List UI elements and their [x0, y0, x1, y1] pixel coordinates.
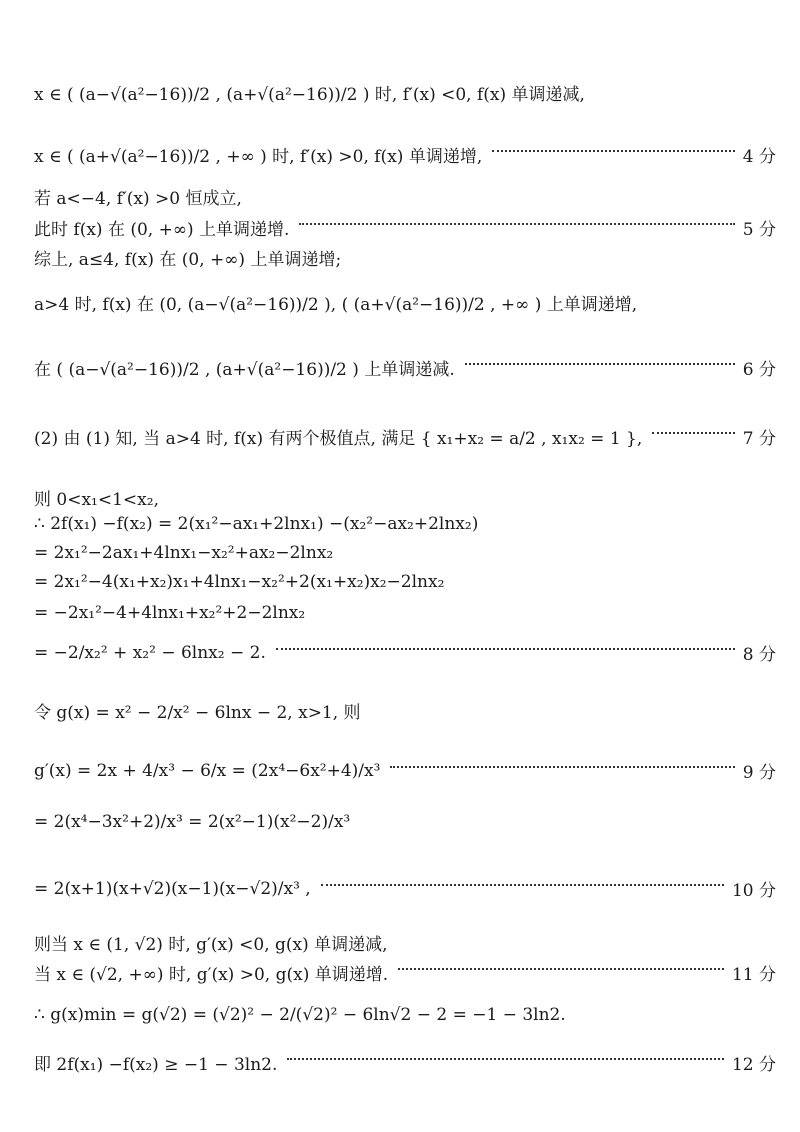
solution-line	[34, 758, 776, 783]
line-text: = 2(x⁴−3x²+2)/x³ = 2(x²−1)(x²−2)/x³	[34, 812, 351, 832]
line-text: 当 x ∈ (√2, +∞) 时, g′(x) >0, g(x) 单调递增.	[34, 965, 389, 985]
score-label: 5 分	[742, 220, 776, 240]
score-label: 9 分	[742, 763, 776, 783]
line-text: g′(x) = 2x + 4/x³ − 6/x = (2x⁴−6x²+4)/x³	[34, 760, 381, 781]
solution-line	[34, 572, 776, 592]
line-text: 令 g(x) = x² − 2/x² − 6lnx − 2, x>1, 则	[34, 703, 361, 723]
solution-line	[34, 80, 776, 105]
solution-line	[34, 698, 776, 723]
leader-dots	[299, 223, 734, 225]
line-text: x ∈ ( (a−√(a²−16))/2 , (a+√(a²−16))/2 ) 时, f′(x) <0, f(x) 单调递减,	[34, 85, 585, 105]
solution-line	[34, 640, 776, 665]
line-text: (2) 由 (1) 知, 当 a>4 时, f(x) 有两个极值点, 满足 { x₁+x₂ = a/2 , x₁x₂ = 1 },	[34, 429, 643, 449]
score-label: 12 分	[731, 1055, 776, 1075]
solution-line	[34, 215, 776, 240]
solution-line	[34, 424, 776, 449]
line-text: x ∈ ( (a+√(a²−16))/2 , +∞ ) 时, f′(x) >0, f(x) 单调递增,	[34, 147, 483, 167]
score-label: 8 分	[742, 645, 776, 665]
line-text: 综上, a≤4, f(x) 在 (0, +∞) 上单调递增;	[34, 250, 342, 270]
solution-line	[34, 184, 776, 209]
line-text: a>4 时, f(x) 在 (0, (a−√(a²−16))/2 ), ( (a+√(a²−16))/2 , +∞ ) 上单调递增,	[34, 295, 638, 315]
leader-dots	[276, 648, 735, 650]
leader-dots	[492, 150, 735, 152]
line-text: ∴ g(x)min = g(√2) = (√2)² − 2/(√2)² − 6ln√2 − 2 = −1 − 3ln2.	[34, 1005, 566, 1025]
score-label: 7 分	[742, 429, 776, 449]
solution-line	[34, 543, 776, 563]
line-text: 此时 f(x) 在 (0, +∞) 上单调递增.	[34, 220, 290, 240]
leader-dots	[390, 766, 734, 768]
solution-line	[34, 812, 776, 832]
line-text: 则 0<x₁<1<x₂,	[34, 490, 159, 510]
solution-line	[34, 603, 776, 623]
solution-line	[34, 1050, 776, 1075]
solution-line	[34, 930, 776, 955]
line-text: = 2x₁²−4(x₁+x₂)x₁+4lnx₁−x₂²+2(x₁+x₂)x₂−2lnx₂	[34, 572, 445, 592]
score-label: 10 分	[731, 881, 776, 901]
line-text: 在 ( (a−√(a²−16))/2 , (a+√(a²−16))/2 ) 上单调递减.	[34, 360, 455, 380]
solution-line	[34, 1005, 776, 1025]
leader-dots	[398, 968, 724, 970]
solution-line	[34, 876, 776, 901]
leader-dots	[465, 363, 735, 365]
line-text: = −2/x₂² + x₂² − 6lnx₂ − 2.	[34, 642, 266, 663]
solution-line	[34, 960, 776, 985]
solution-line	[34, 290, 776, 315]
line-text: 则当 x ∈ (1, √2) 时, g′(x) <0, g(x) 单调递减,	[34, 935, 388, 955]
leader-dots	[287, 1058, 724, 1060]
line-text: = 2x₁²−2ax₁+4lnx₁−x₂²+ax₂−2lnx₂	[34, 543, 334, 563]
line-text: = −2x₁²−4+4lnx₁+x₂²+2−2lnx₂	[34, 603, 306, 623]
solution-line	[34, 355, 776, 380]
score-label: 6 分	[742, 360, 776, 380]
line-text: 即 2f(x₁) −f(x₂) ≥ −1 − 3ln2.	[34, 1055, 278, 1075]
score-label: 11 分	[731, 965, 776, 985]
solution-line	[34, 514, 776, 534]
line-text: 若 a<−4, f′(x) >0 恒成立,	[34, 189, 242, 209]
solution-line	[34, 142, 776, 167]
solution-line	[34, 485, 776, 510]
score-label: 4 分	[742, 147, 776, 167]
line-text: ∴ 2f(x₁) −f(x₂) = 2(x₁²−ax₁+2lnx₁) −(x₂²−ax₂+2lnx₂)	[34, 514, 479, 534]
line-text: = 2(x+1)(x+√2)(x−1)(x−√2)/x³ ,	[34, 878, 311, 899]
leader-dots	[652, 432, 735, 434]
leader-dots	[321, 884, 724, 886]
solution-line	[34, 245, 776, 270]
